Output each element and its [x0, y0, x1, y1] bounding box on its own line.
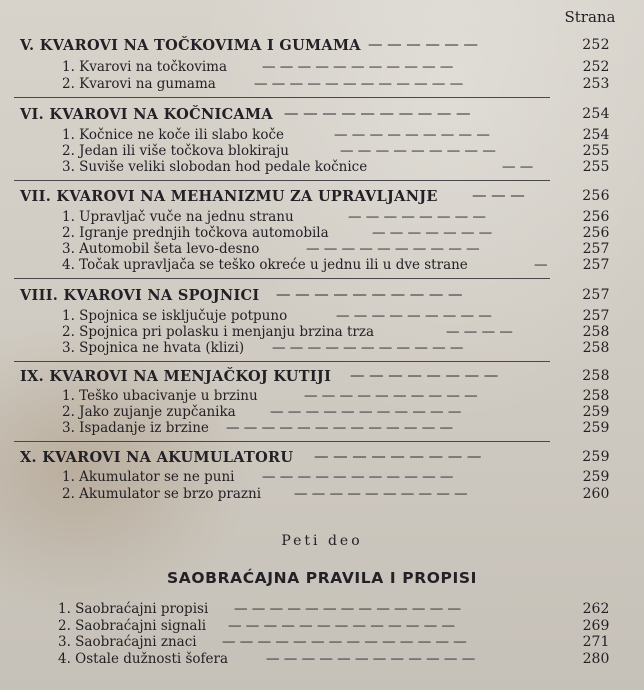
page-number: 259: [582, 449, 610, 465]
toc-section-heading: [0, 106, 644, 123]
toc-section-heading: [0, 368, 644, 385]
toc-entry: [0, 651, 644, 668]
toc-section-heading: [0, 449, 644, 466]
page-number: 280: [582, 651, 610, 667]
page-number: 256: [582, 188, 610, 204]
page-number: 260: [582, 486, 610, 502]
toc-entry: [0, 486, 644, 503]
section-title: VI. KVAROVI NA KOČNICAMA: [20, 106, 273, 123]
toc-entry: [0, 241, 644, 258]
entry-title: 3. Automobil šeta levo-desno: [62, 241, 260, 257]
entry-title: 4. Točak upravljača se teško okreće u jednu ili u dve strane: [62, 257, 468, 273]
entry-title: 3. Saobraćajni znaci: [58, 634, 197, 650]
page-number: 258: [582, 388, 610, 404]
dot-leader: — — — — — — — — —: [336, 308, 492, 324]
toc-entry: [0, 324, 644, 341]
page-number: 257: [582, 257, 610, 273]
entry-title: 1. Teško ubacivanje u brzinu: [62, 388, 258, 404]
entry-title: 2. Jako zujanje zupčanika: [62, 404, 236, 420]
section-title: V. KVAROVI NA TOČKOVIMA I GUMAMA: [20, 37, 361, 54]
page-number: 252: [582, 59, 610, 75]
toc-entry: [0, 143, 644, 160]
toc-entry: [0, 127, 644, 144]
entry-title: 1. Kvarovi na točkovima: [62, 59, 227, 75]
entry-title: 3. Spojnica ne hvata (klizi): [62, 340, 245, 356]
section-divider: [14, 180, 550, 181]
dot-leader: — — — —: [446, 324, 513, 340]
toc-entry: [0, 420, 644, 437]
toc-entry: [0, 59, 644, 76]
page-number: 254: [582, 127, 610, 143]
toc-entry: [0, 601, 644, 618]
entry-title: 2. Akumulator se brzo prazni: [62, 486, 262, 502]
section-title: VII. KVAROVI NA MEHANIZMU ZA UPRAVLJANJE: [20, 188, 438, 205]
section-divider: [14, 278, 550, 279]
toc-entry: [0, 76, 644, 93]
dot-leader: — — — — — — — — — —: [304, 388, 478, 404]
dot-leader: — — — — — — — — — —: [294, 486, 468, 502]
entry-title: 1. Saobraćajni propisi: [58, 601, 209, 617]
section-title: VIII. KVAROVI NA SPOJNICI: [20, 287, 260, 304]
dot-leader: — — — — — — — — —: [314, 449, 482, 465]
dot-leader: — — — — — — —: [372, 225, 493, 241]
page-number: 255: [582, 143, 610, 159]
toc-entry: [0, 340, 644, 357]
dot-leader: — — — — — — — — — — — — — —: [222, 634, 467, 650]
page-number: 255: [582, 159, 610, 175]
section-title: IX. KVAROVI NA MENJAČKOJ KUTIJI: [20, 368, 332, 385]
part-subtitle: SAOBRAĆAJNA PRAVILA I PROPISI: [167, 569, 477, 587]
page-number: 256: [582, 225, 610, 241]
dot-leader: —: [534, 257, 548, 273]
entry-title: 3. Suviše veliki slobodan hod pedale kočnice: [62, 159, 368, 175]
page-number: 269: [582, 618, 610, 634]
page-number: 258: [582, 324, 610, 340]
page-number: 257: [582, 308, 610, 324]
page-column-header: Strana: [564, 8, 616, 26]
page-number: 257: [582, 241, 610, 257]
page-number: 262: [582, 601, 610, 617]
entry-title: 1. Akumulator se ne puni: [62, 469, 235, 485]
toc-section-heading: [0, 37, 644, 54]
section-divider: [14, 441, 550, 442]
section-title: X. KVAROVI NA AKUMULATORU: [20, 449, 294, 466]
dot-leader: — — — — — — — — — — — — —: [226, 420, 453, 436]
entry-title: 2. Kvarovi na gumama: [62, 76, 216, 92]
entry-title: 1. Upravljač vuče na jednu stranu: [62, 209, 294, 225]
dot-leader: — — —: [472, 188, 525, 204]
page-number: 254: [582, 106, 610, 122]
page-number: 253: [582, 76, 610, 92]
page-number: 256: [582, 209, 610, 225]
dot-leader: — — — — — — — — — — — —: [266, 651, 476, 667]
entry-title: 4. Ostale dužnosti šofera: [58, 651, 229, 667]
toc-section-heading: [0, 287, 644, 304]
dot-leader: — —: [502, 159, 534, 175]
entry-title: 1. Spojnica se isključuje potpuno: [62, 308, 288, 324]
entry-title: 2. Igranje prednjih točkova automobila: [62, 225, 329, 241]
page-number: 259: [582, 404, 610, 420]
dot-leader: — — — — — — — — — —: [306, 241, 480, 257]
toc-entry: [0, 308, 644, 325]
toc-entry: [0, 159, 644, 176]
toc-entry: [0, 225, 644, 242]
dot-leader: — — — — — — — — — — —: [262, 469, 454, 485]
entry-title: 2. Spojnica pri polasku i menjanju brzina trza: [62, 324, 375, 340]
page-number: 257: [582, 287, 610, 303]
page-number: 259: [582, 420, 610, 436]
dot-leader: — — — — — — — — —: [334, 127, 490, 143]
dot-leader: — — — — — — — — — — — — —: [228, 618, 455, 634]
entry-title: 1. Kočnice ne koče ili slabo koče: [62, 127, 285, 143]
toc-entry: [0, 404, 644, 421]
page-number: 271: [582, 634, 610, 650]
dot-leader: — — — — — — — — — — — —: [254, 76, 464, 92]
entry-title: 3. Ispadanje iz brzine: [62, 420, 209, 436]
toc-entry: [0, 469, 644, 486]
dot-leader: — — — — — — — — — — — — —: [234, 601, 461, 617]
dot-leader: — — — — — — — — —: [340, 143, 496, 159]
dot-leader: — — — — — — — — — — —: [272, 340, 464, 356]
dot-leader: — — — — — —: [368, 37, 479, 53]
part-title: Peti deo: [281, 533, 363, 549]
entry-title: 2. Saobraćajni signali: [58, 618, 207, 634]
dot-leader: — — — — — — — — — — —: [262, 59, 454, 75]
toc-entry: [0, 257, 644, 274]
toc-entry: [0, 618, 644, 635]
dot-leader: — — — — — — — — — —: [276, 287, 463, 303]
dot-leader: — — — — — — — —: [348, 209, 487, 225]
section-divider: [14, 97, 550, 98]
entry-title: 2. Jedan ili više točkova blokiraju: [62, 143, 290, 159]
toc-entry: [0, 388, 644, 405]
dot-leader: — — — — — — — — — — —: [270, 404, 462, 420]
toc-section-heading: [0, 188, 644, 205]
page-number: 252: [582, 37, 610, 53]
toc-entry: [0, 209, 644, 226]
page-number: 258: [582, 340, 610, 356]
page-number: 259: [582, 469, 610, 485]
dot-leader: — — — — — — — —: [350, 368, 499, 384]
page-number: 258: [582, 368, 610, 384]
section-divider: [14, 361, 550, 362]
dot-leader: — — — — — — — — — —: [284, 106, 471, 122]
toc-entry: [0, 634, 644, 651]
